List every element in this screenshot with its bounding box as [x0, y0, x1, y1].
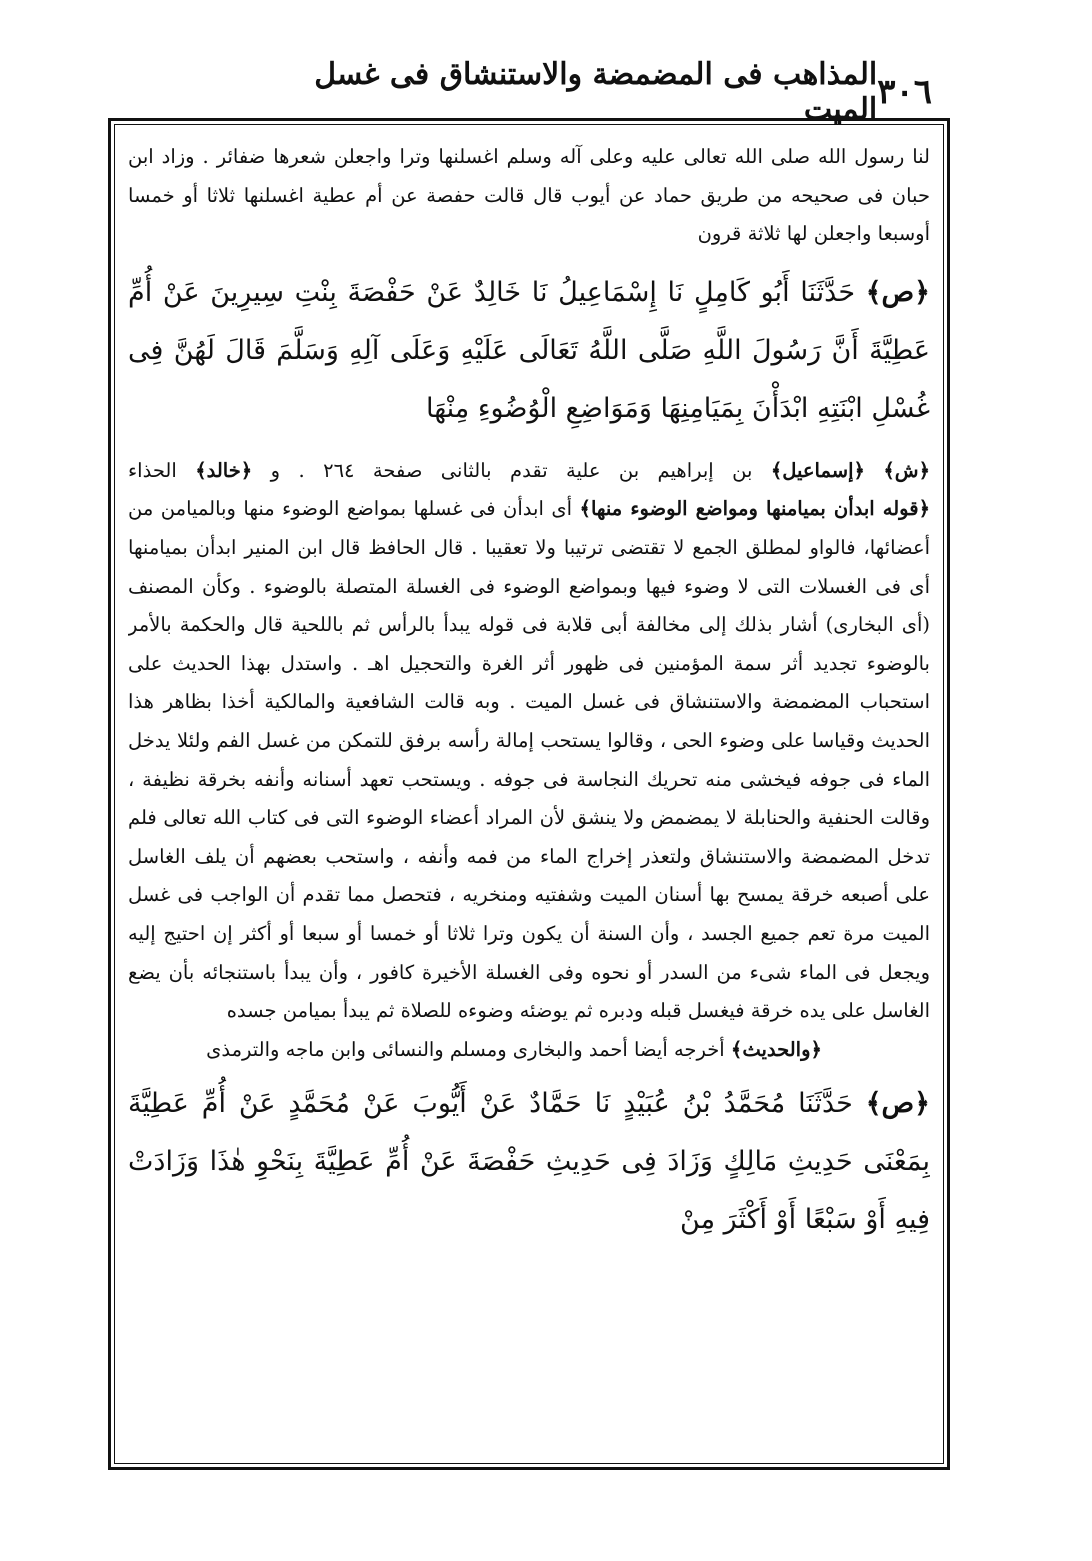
running-title: المذاهب فى المضمضة والاستنشاق فى غسل الميت [314, 57, 878, 127]
page-number: ٣٠٦ [877, 72, 932, 112]
spacer [128, 442, 930, 452]
hadith-text-2 [128, 1075, 930, 1249]
takhrij-marker: ﴿والحديث﴾ [730, 1037, 822, 1061]
commentary-sharh [128, 452, 930, 1031]
commentary-body: أى ابدأن فى غسلها بمواضع الوضوء منها وبالميامن من أعضائها، فالواو لمطلق الجمع لا تقتضى ترتيبا ولا تعقيبا . قال الحافظ قال ابن المنير ابدأن بميامنها أى فى الغسلات التى لا وضوء فيها وبمواضع الوضوء فى الغسلة المتصلة بالوضوء . وكأن المصنف (أى البخارى) أشار بذلك إلى مخالفة أبى قلابة فى قوله يبدأ بالرأس ثم باللحية قال والحكمة بالأمر بالوضوء تجديد أثر سمة المؤمنين فى ظهور أثر الغرة والتحجيل اهـ . واستدل بهذا الحديث على استحباب المضمضة والاستنشاق فى غسل الميت . وبه قالت الشافعية والمالكية أخذا بظاهر هذا الحديث وقياسا على وضوء الحى ، وقالوا يستحب إمالة رأسه برفق للتمكن من غسل الفم ولئلا يدخل الماء فى جوفه فيخشى منه تحريك النجاسة فى جوفه . ويستحب تعهد أسنانه وأنفه بخرقة نظيفة ، وقالت الحنفية والحنابلة لا يمضمض ولا ينشق لأن المراد أعضاء الوضوء التى فى كتاب الله تعالى فلم تدخل المضمضة والاستنشاق ولتعذر إخراج الماء من فمه وأنفه ، واستحب بعضهم أن يلف الغاسل على أصبعه خرقة يمسح بها أسنان الميت وشفتيه ومنخريه ، فتحصل مما تقدم أن الواجب فى غسل الميت مرة تعم جميع الجسد ، وأن السنة أن يكون وترا ثلاثا أو خمسا أو سبعا أو أكثر إن احتيج إليه ويجعل فى الماء شىء من السدر أو نحوه وفى الغسلة الأخيرة كافور ، وأن يبدأ باستنجائه بأن يضع الغاسل على يده خرقة فيغسل قبله ودبره ثم يوضئه وضوءه للصلاة ثم يبدأ بميامن جسده [128, 497, 930, 1023]
narrator-name: ﴿إسماعيل﴾ [770, 458, 865, 482]
narrator-name: ﴿خالد﴾ [195, 458, 253, 482]
hadith-marker: ﴿ص﴾ [865, 276, 930, 308]
narrator-note: الحذاء [128, 458, 177, 482]
hadith-body: حَدَّثَنَا أَبُو كَامِلٍ نَا إِسْمَاعِيلُ نَا خَالِدٌ عَنْ حَفْصَةَ بِنْتِ سِيرِينَ عَنْ أُمِّ عَطِيَّةَ أَنَّ رَسُولَ اللَّهِ صَلَّى اللَّهُ تَعَالَى عَلَيْهِ وَعَلَى آلِهِ وَسَلَّمَ قَالَ لَهُنَّ فِى غُسْلِ ابْنَتِهِ ابْدَأْنَ بِمَيَامِنِهَا وَمَوَاضِعِ الْوُضُوءِ مِنْهَا [128, 276, 930, 424]
narrator-note: بن إبراهيم بن علية تقدم بالثانى صفحة ٢٦٤ . و [270, 458, 753, 482]
page-header [110, 57, 932, 127]
commentary-continuation: لنا رسول الله صلى الله تعالى عليه وعلى آله وسلم اغسلنها وترا واجعلن شعرها ضفائر . وزاد ابن حبان فى صحيحه من طريق حماد عن أيوب قال قالت حفصة عن أم عطية اغسلنها ثلاثا أو خمسا أوسبعا واجعلن لها ثلاثة قرون [128, 145, 930, 246]
sharh-marker: ﴿ش﴾ [883, 458, 930, 482]
hadith-takhrij [128, 1031, 930, 1070]
hadith-body: حَدَّثَنَا مُحَمَّدُ بْنُ عُبَيْدٍ نَا حَمَّادٌ عَنْ أَيُّوبَ عَنْ مُحَمَّدٍ عَنْ أُمِّ عَطِيَّةَ بِمَعْنَى حَدِيثِ مَالِكٍ وَزَادَ فِى حَدِيثِ حَفْصَةَ عَنْ أُمِّ عَطِيَّةَ بِنَحْوِ هٰذَا وَزَادَتْ فِيهِ أَوْ سَبْعًا أَوْ أَكْثَرَ مِنْ [128, 1088, 930, 1236]
hadith-marker: ﴿ص﴾ [865, 1088, 930, 1120]
takhrij-text: أخرجه أيضا أحمد والبخارى ومسلم والنسائى وابن ماجه والترمذى [206, 1037, 725, 1061]
page-body [128, 138, 930, 1458]
quoted-phrase: ﴿قوله ابدأن بميامنها ومواضع الوضوء منها﴾ [579, 497, 930, 521]
hadith-text-1 [128, 264, 930, 438]
